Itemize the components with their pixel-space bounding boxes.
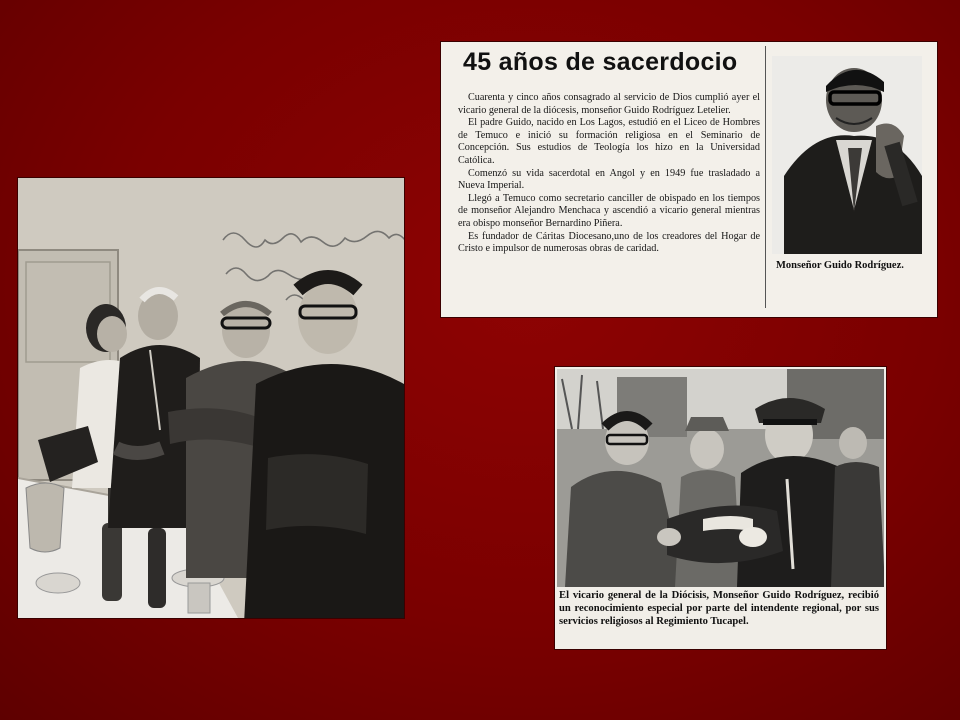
portrait-photo [772,56,922,254]
article-paragraph: Comenzó su vida sacerdotal en Angol y en 1949 fue trasladado a Nueva Imperial. [458,167,760,192]
news-clipping [555,367,886,649]
news-photo-illustration [557,369,884,587]
group-photo-illustration [18,178,404,618]
article-paragraph: Llegó a Temuco como secretario canciller de obispado en los tiempos de monseñor Alejandro Menchaca y ascendió a vicario general mientras era obispo monseñor Bernardino Piñera. [458,192,760,229]
portrait-caption: Monseñor Guido Rodríguez. [776,260,904,271]
group-photo [18,178,404,618]
column-divider [765,46,766,308]
article-body [458,92,760,256]
article-headline: 45 años de sacerdocio [463,48,738,76]
article-paragraph: Cuarenta y cinco años consagrado al servicio de Dios cumplió ayer el vicario general de la diócesis, monseñor Guido Rodríguez Letelier. [458,92,760,116]
portrait-illustration [772,56,922,254]
article-paragraph: Es fundador de Cáritas Diocesano,uno de los creadores del Hogar de Cristo e impulsor de numerosas obras de caridad. [458,230,760,255]
article-clipping [441,42,937,317]
news-caption: El vicario general de la Diócisis, Monseñor Guido Rodríguez, recibió un reconocimiento especial por parte del intendente regional, por sus servicios religiosos al Regimiento Tucapel. [559,590,879,628]
news-photo [557,369,884,587]
article-paragraph: El padre Guido, nacido en Los Lagos, estudió en el Liceo de Hombres de Temuco e inició su formación religiosa en el Seminario de Concepción. Sus estudios de Teología los hizo en la Universidad Católica. [458,117,760,166]
